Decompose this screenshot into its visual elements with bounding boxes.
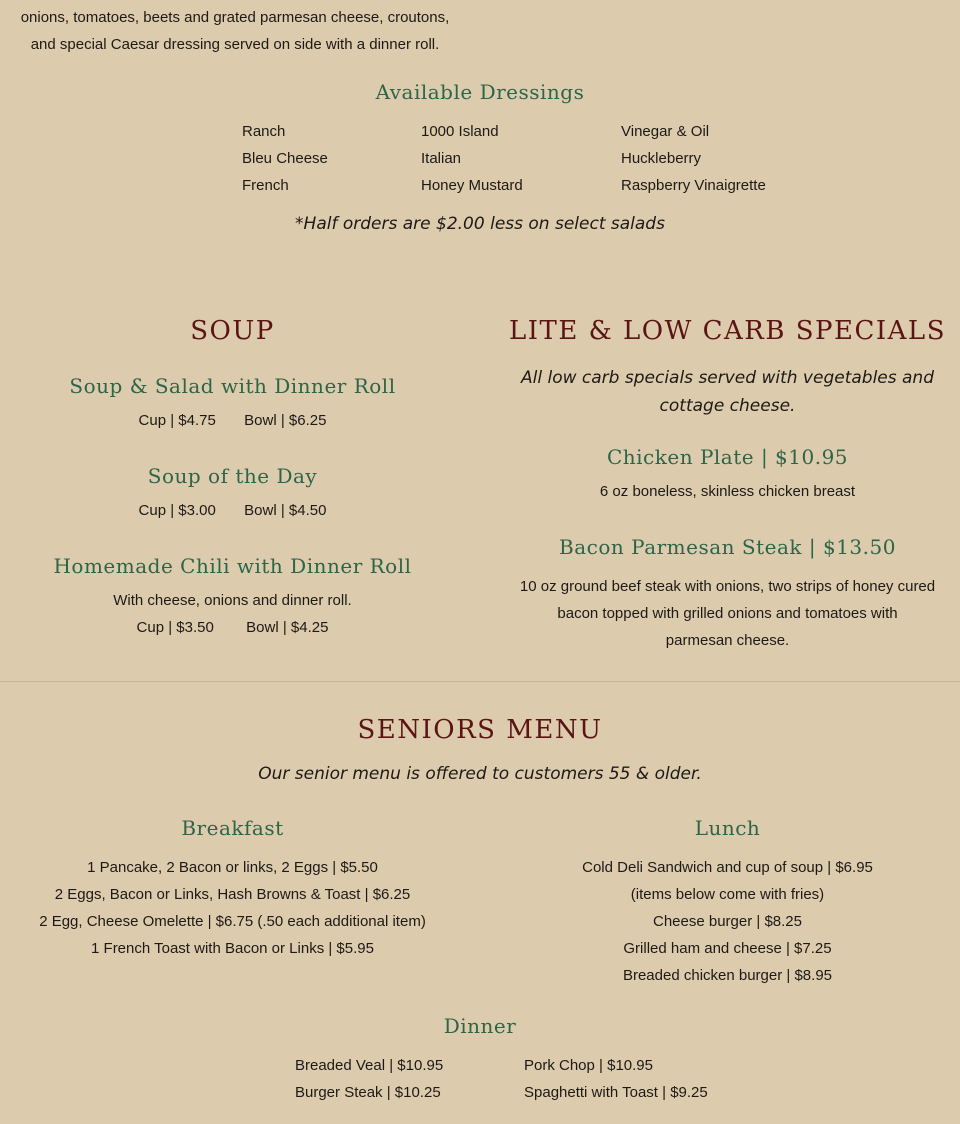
dressings-column-3	[621, 118, 766, 199]
dressing-item: Ranch	[242, 123, 286, 140]
salad-description-line: onions, tomatoes, beets and grated parmesan cheese, croutons,	[20, 9, 450, 26]
dressing-item: Italian	[421, 150, 462, 167]
soup-item-description: With cheese, onions and dinner roll.	[113, 592, 352, 609]
soup-section-title: SOUP	[190, 316, 275, 346]
breakfast-item: 2 Egg, Cheese Omelette | $6.75 (.50 each additional item)	[39, 913, 426, 930]
dressing-item: Honey Mustard	[421, 177, 523, 194]
seniors-section-title: SENIORS MENU	[357, 715, 603, 745]
dressings-column-2	[421, 118, 523, 199]
dinner-column-1	[295, 1052, 443, 1106]
lunch-item: Breaded chicken burger | $8.95	[622, 967, 833, 984]
lite-item-description	[495, 573, 960, 654]
dinner-item: Burger Steak | $10.25	[295, 1084, 441, 1101]
lunch-title: Lunch	[694, 816, 761, 840]
soup-item-title: Soup of the Day	[147, 464, 318, 488]
dinner-column-2	[524, 1052, 708, 1106]
lite-subtitle: All low carb specials served with vegetables and cottage cheese.	[521, 368, 934, 416]
breakfast-item: 1 French Toast with Bacon or Links | $5.95	[91, 940, 374, 957]
section-divider	[0, 681, 960, 682]
lunch-item: (items below come with fries)	[630, 886, 825, 903]
soup-item-prices	[0, 412, 465, 429]
dinner-item: Pork Chop | $10.95	[524, 1057, 653, 1074]
breakfast-title: Breakfast	[181, 816, 284, 840]
breakfast-item: 2 Eggs, Bacon or Links, Hash Browns & Toast | $6.25	[54, 886, 411, 903]
cup-price: Cup | $3.50	[136, 619, 214, 636]
seniors-subtitle: Our senior menu is offered to customers 55 & older.	[258, 764, 702, 784]
lunch-item: Cold Deli Sandwich and cup of soup | $6.95	[582, 859, 873, 876]
description-line: parmesan cheese.	[665, 632, 790, 649]
lunch-list	[495, 854, 960, 989]
lunch-item: Grilled ham and cheese | $7.25	[623, 940, 832, 957]
dressing-item: Vinegar & Oil	[621, 123, 710, 140]
lite-item-title: Chicken Plate | $10.95	[606, 445, 849, 469]
bowl-price: Bowl | $4.50	[244, 502, 327, 519]
cup-price: Cup | $3.00	[138, 502, 216, 519]
salad-description	[0, 4, 470, 58]
dressings-column-1	[242, 118, 328, 199]
bowl-price: Bowl | $6.25	[244, 412, 327, 429]
description-line: 10 oz ground beef steak with onions, two strips of honey cured	[519, 578, 936, 595]
soup-item-prices	[0, 619, 465, 636]
dressing-item: Bleu Cheese	[242, 150, 328, 167]
dressing-item: 1000 Island	[421, 123, 499, 140]
dressings-title: Available Dressings	[375, 80, 585, 104]
salad-description-line: and special Caesar dressing served on side with a dinner roll.	[30, 36, 440, 53]
breakfast-item: 1 Pancake, 2 Bacon or links, 2 Eggs | $5.50	[87, 859, 378, 876]
cup-price: Cup | $4.75	[138, 412, 216, 429]
soup-item-title: Soup & Salad with Dinner Roll	[69, 374, 396, 398]
breakfast-list	[0, 854, 465, 962]
soup-item-title: Homemade Chili with Dinner Roll	[53, 554, 412, 578]
dinner-item: Spaghetti with Toast | $9.25	[524, 1084, 708, 1101]
half-order-note: *Half orders are $2.00 less on select salads	[295, 214, 665, 234]
description-line: bacon topped with grilled onions and tomatoes with	[557, 605, 898, 622]
dinner-item: Breaded Veal | $10.95	[295, 1057, 444, 1074]
lite-section-title: LITE & LOW CARB SPECIALS	[508, 316, 947, 346]
bowl-price: Bowl | $4.25	[246, 619, 329, 636]
lite-item-title: Bacon Parmesan Steak | $13.50	[559, 535, 896, 559]
lunch-item: Cheese burger | $8.25	[653, 913, 802, 930]
dressing-item: French	[242, 177, 289, 194]
lite-item-description: 6 oz boneless, skinless chicken breast	[599, 483, 856, 500]
dressing-item: Huckleberry	[621, 150, 702, 167]
dinner-title: Dinner	[443, 1014, 517, 1038]
dressing-item: Raspberry Vinaigrette	[621, 177, 766, 194]
soup-item-prices	[0, 502, 465, 519]
